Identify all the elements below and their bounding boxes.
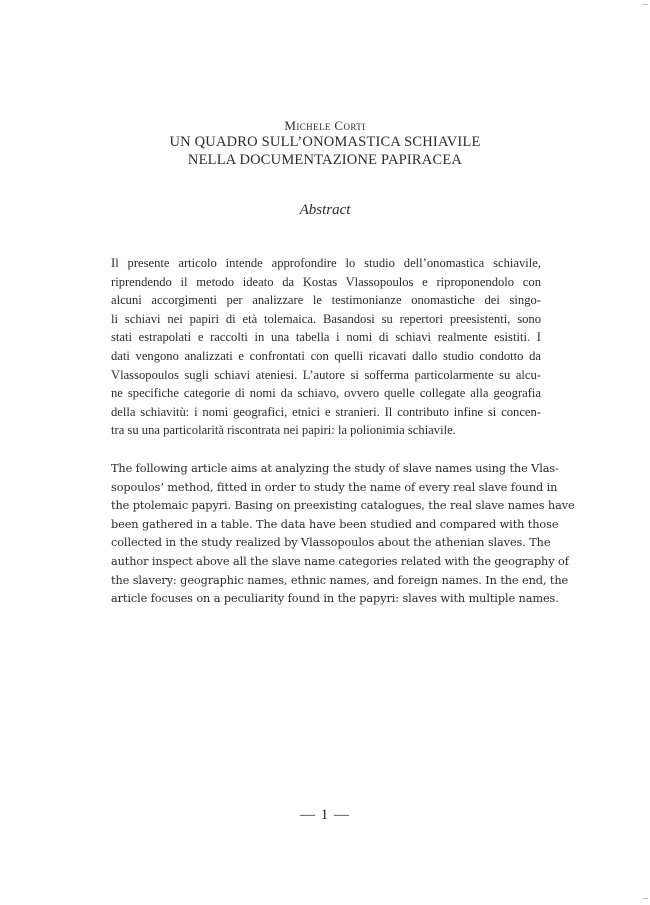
title-line-2: NELLA DOCUMENTAZIONE PAPIRACEA xyxy=(187,152,463,168)
author-name: Michele Corti xyxy=(284,118,366,133)
paragraph-line: article focuses on a peculiarity found in the papyri: slaves with multiple names. xyxy=(111,592,559,606)
paragraph-line: the ptolemaic papyri. Basing on preexisting catalogues, the real slave names have xyxy=(111,499,575,513)
abstract-italian-paragraph xyxy=(111,254,541,440)
edge-mark xyxy=(643,898,648,904)
paragraph-line: li schiavi nei papiri di età tolemaica. Basandosi su repertori preesistenti, sono xyxy=(111,311,541,326)
article-header xyxy=(0,118,650,169)
paragraph-line: Vlassopoulos sugli schiavi ateniesi. L’autore si sofferma particolarmente su alcu- xyxy=(111,367,541,382)
paragraph-line: dati vengono analizzati e confrontati con quelli ricavati dallo studio condotto da xyxy=(111,348,541,363)
edge-mark xyxy=(643,4,648,10)
paragraph-line: author inspect above all the slave name categories related with the geography of xyxy=(111,554,569,568)
paragraph-line: riprendendo il metodo ideato da Kostas Vlassopoulos e riproponendolo con xyxy=(111,274,541,289)
paragraph-line: stati estrapolati e raccolti in una tabella i nomi di schiavi realmente esistiti. I xyxy=(111,330,541,345)
title-line-1: UN QUADRO SULL’ONOMASTICA SCHIAVILE xyxy=(169,134,481,150)
paragraph-line: tra su una particolarità riscontrata nei papiri: la polionimia schiavile. xyxy=(111,423,456,438)
paragraph-line: the slavery: geographic names, ethnic names, and foreign names. In the end, the xyxy=(111,573,569,587)
paragraph-line: sopoulos’ method, fitted in order to study the name of every real slave found in xyxy=(111,480,558,494)
paragraph-line: collected in the study realized by Vlassopoulos about the athenian slaves. The xyxy=(111,536,551,550)
paragraph-line: been gathered in a table. The data have been studied and compared with those xyxy=(111,517,559,531)
paragraph-line: della schiavitù: i nomi geografici, etnici e stranieri. Il contributo infine si concen- xyxy=(111,404,541,419)
paragraph-line: alcuni accorgimenti per analizzare le testimonianze onomastiche dei singo- xyxy=(111,293,541,308)
paragraph-line: ne specifiche categorie di nomi da schiavo, ovvero quelle collegate alla geografia xyxy=(111,386,541,401)
abstract-english-paragraph xyxy=(111,460,575,609)
paragraph-line: Il presente articolo intende approfondire lo studio dell’onomastica schiavile, xyxy=(111,256,541,270)
paragraph-line: The following article aims at analyzing the study of slave names using the Vlas- xyxy=(111,462,559,475)
page-number: — 1 — xyxy=(300,807,350,823)
abstract-heading: Abstract xyxy=(299,202,351,218)
